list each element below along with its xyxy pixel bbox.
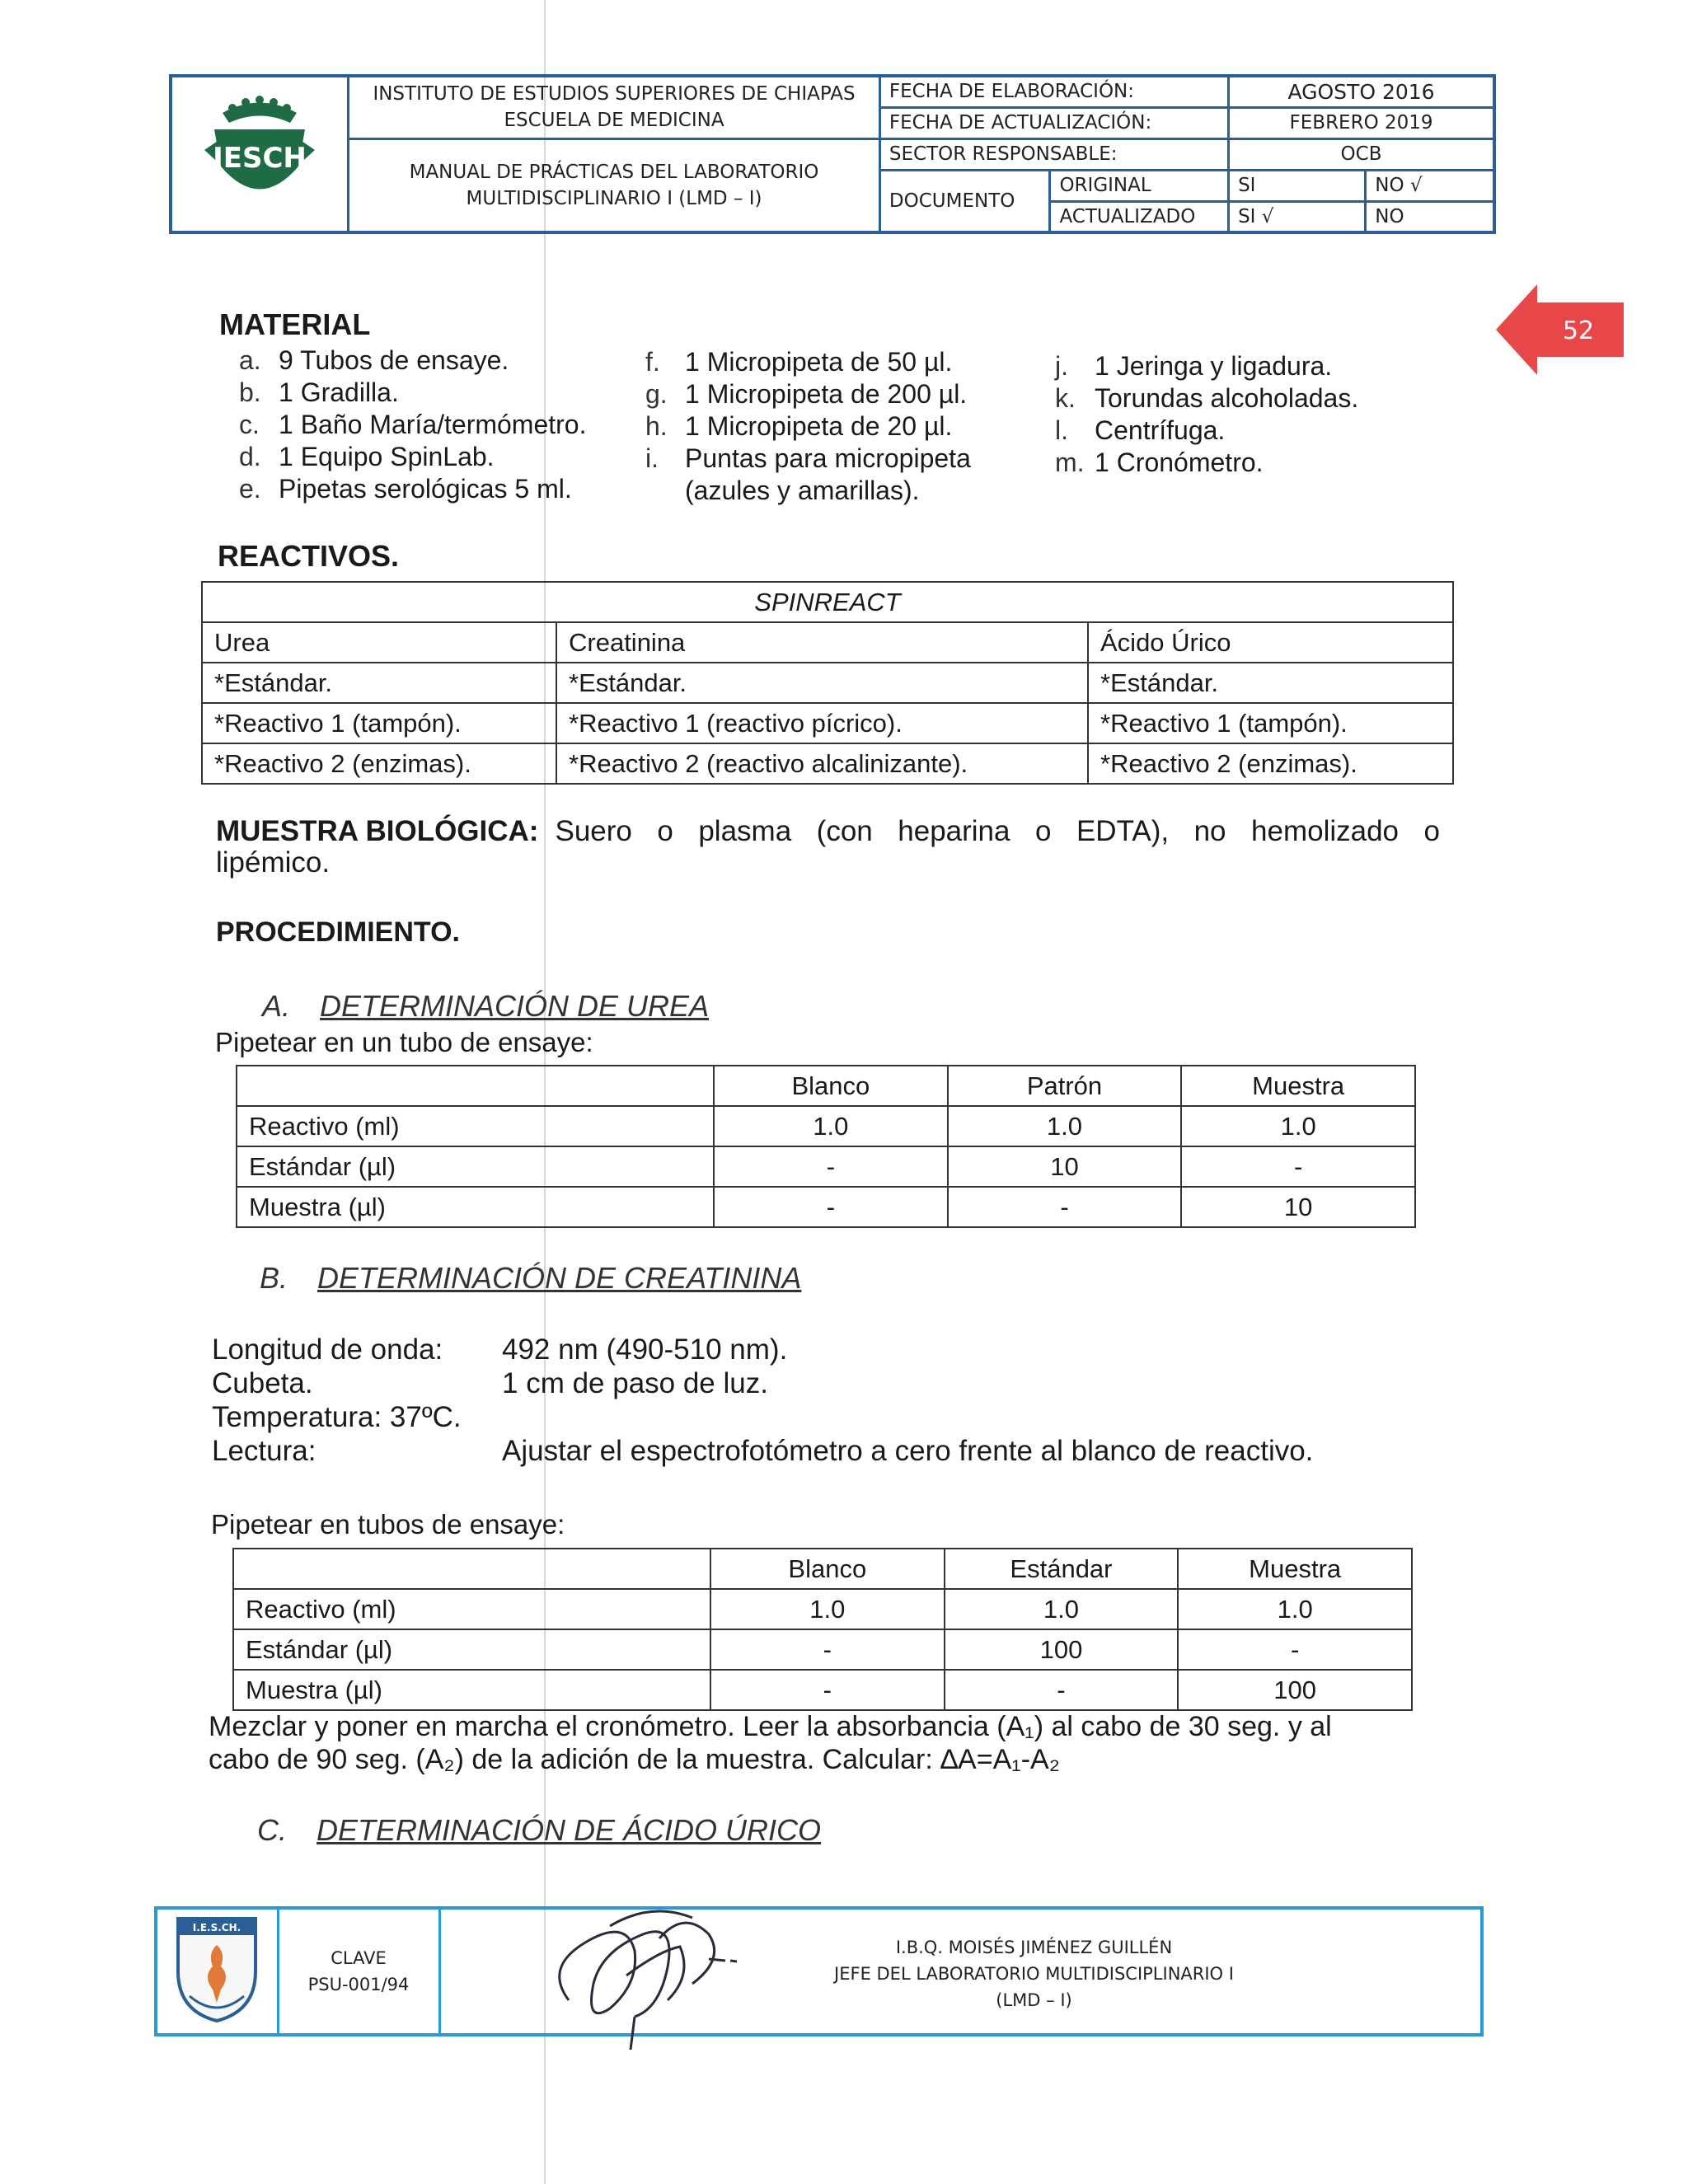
material-item bbox=[239, 377, 586, 409]
material-item-text: 1 Cronómetro. bbox=[1095, 448, 1264, 477]
creatinina-header-cell: Estándar bbox=[945, 1549, 1179, 1589]
creatinina-row bbox=[233, 1670, 1412, 1710]
muestra-label: MUESTRA BIOLÓGICA: bbox=[216, 815, 539, 847]
creatinina-header-row bbox=[233, 1549, 1412, 1589]
material-item-marker: l. bbox=[1055, 415, 1068, 445]
material-item bbox=[1055, 382, 1358, 415]
procedimiento-heading: PROCEDIMIENTO. bbox=[216, 916, 460, 948]
reactivos-cell: *Estándar. bbox=[202, 663, 556, 703]
material-item-text: 1 Gradilla. bbox=[279, 377, 399, 407]
urea-cell: 1.0 bbox=[714, 1106, 948, 1146]
material-list-1 bbox=[239, 344, 586, 505]
creatinina-header-cell bbox=[233, 1549, 710, 1589]
creatinina-cell: 1.0 bbox=[1178, 1589, 1412, 1629]
material-item-text: Puntas para micropipeta bbox=[685, 443, 971, 473]
clave-label: CLAVE bbox=[331, 1948, 387, 1968]
urea-header-cell: Muestra bbox=[1181, 1066, 1415, 1106]
page-number: 52 bbox=[1562, 316, 1595, 345]
actualizado-label: ACTUALIZADO bbox=[1050, 201, 1229, 232]
urea-cell: 1.0 bbox=[948, 1106, 1182, 1146]
param-key: Lectura: bbox=[212, 1435, 316, 1467]
original-no: NO √ bbox=[1366, 170, 1494, 201]
urea-letter: A. bbox=[262, 989, 291, 1023]
document-header bbox=[169, 74, 1496, 234]
seal-cell bbox=[156, 1908, 278, 2035]
urea-row bbox=[237, 1106, 1415, 1146]
signer-lab: (LMD – I) bbox=[996, 1990, 1072, 2010]
creatinina-cell: 1.0 bbox=[945, 1589, 1179, 1629]
reactivos-cell: *Reactivo 1 (tampón). bbox=[1088, 703, 1453, 743]
creatinina-letter: B. bbox=[260, 1261, 288, 1295]
material-item-text: 1 Jeringa y ligadura. bbox=[1095, 351, 1333, 381]
material-item bbox=[239, 441, 586, 473]
material-item-marker: k. bbox=[1055, 383, 1076, 413]
material-item-text: 1 Baño María/termómetro. bbox=[279, 410, 587, 439]
logo-cell bbox=[171, 76, 349, 232]
material-item bbox=[645, 475, 971, 507]
manual-cell bbox=[349, 138, 880, 232]
urea-cell: 10 bbox=[1181, 1187, 1415, 1227]
reactivos-cell: Creatinina bbox=[556, 622, 1088, 663]
urea-title: DETERMINACIÓN DE UREA bbox=[320, 989, 710, 1023]
signature-cell bbox=[439, 1908, 1482, 2035]
reactivos-table bbox=[201, 581, 1454, 785]
muestra-text: Suero o plasma (con heparina o EDTA), no hemolizado o bbox=[555, 815, 1440, 847]
param-row bbox=[212, 1366, 1313, 1400]
manual-title: MANUAL DE PRÁCTICAS DEL LABORATORIO bbox=[409, 161, 819, 183]
param-key: Temperatura: 37ºC. bbox=[212, 1401, 462, 1433]
urea-header-cell bbox=[237, 1066, 714, 1106]
creatinina-row bbox=[233, 1589, 1412, 1629]
param-row bbox=[212, 1434, 1313, 1468]
material-item-marker: f. bbox=[645, 347, 660, 377]
material-item-marker: a. bbox=[239, 345, 261, 375]
material-list-3 bbox=[1055, 350, 1358, 479]
documento-label: DOCUMENTO bbox=[879, 170, 1050, 232]
material-item bbox=[239, 473, 586, 505]
reactivos-row bbox=[202, 703, 1453, 743]
actualizado-si: SI √ bbox=[1229, 201, 1366, 232]
urea-header-row bbox=[237, 1066, 1415, 1106]
seal-text: I.E.S.CH. bbox=[193, 1922, 241, 1933]
creatinina-note-line2: cabo de 90 seg. (A₂) de la adición de la muestra. Calcular: ∆A=A₁-A₂ bbox=[209, 1744, 1060, 1775]
material-list-2 bbox=[645, 346, 971, 507]
fecha-act-value: FEBRERO 2019 bbox=[1229, 107, 1494, 138]
manual-subtitle: MULTIDISCIPLINARIO I (LMD – I) bbox=[466, 187, 762, 209]
svg-text:IESCH: IESCH bbox=[213, 141, 307, 175]
material-item bbox=[1055, 447, 1358, 479]
creatinina-cell: Estándar (µl) bbox=[233, 1629, 710, 1670]
param-key: Cubeta. bbox=[212, 1367, 313, 1399]
reactivos-heading: REACTIVOS. bbox=[218, 539, 400, 573]
creatinina-cell: - bbox=[945, 1670, 1179, 1710]
material-item-text: (azules y amarillas). bbox=[685, 476, 920, 505]
clave-cell bbox=[278, 1908, 439, 2035]
urea-header-cell: Patrón bbox=[948, 1066, 1182, 1106]
school-name: ESCUELA DE MEDICINA bbox=[504, 110, 724, 132]
clave-value: PSU-001/94 bbox=[307, 1975, 410, 1994]
material-item bbox=[645, 410, 971, 443]
fecha-act-label: FECHA DE ACTUALIZACIÓN: bbox=[879, 107, 1228, 138]
urea-cell: 10 bbox=[948, 1146, 1182, 1187]
creatinina-cell: - bbox=[710, 1629, 945, 1670]
material-heading: MATERIAL bbox=[219, 307, 371, 341]
handwritten-signature bbox=[536, 1901, 750, 2058]
creatinina-header-cell: Blanco bbox=[710, 1549, 945, 1589]
material-item-text: 9 Tubos de ensaye. bbox=[279, 345, 509, 375]
material-item bbox=[645, 443, 971, 475]
material-item bbox=[1055, 350, 1358, 382]
material-item bbox=[239, 344, 586, 377]
institution-name: INSTITUTO DE ESTUDIOS SUPERIORES DE CHIAPAS bbox=[373, 83, 856, 105]
creatinina-cell: - bbox=[1178, 1629, 1412, 1670]
acido-letter: C. bbox=[257, 1813, 287, 1847]
urea-instruction: Pipetear en un tubo de ensaye: bbox=[215, 1027, 593, 1057]
urea-cell: 1.0 bbox=[1181, 1106, 1415, 1146]
creatinina-cell: 1.0 bbox=[710, 1589, 945, 1629]
iesch-logo bbox=[198, 88, 321, 216]
university-seal bbox=[171, 1914, 262, 2025]
material-item bbox=[239, 409, 586, 441]
muestra-paragraph bbox=[216, 816, 1440, 879]
material-item-marker: j. bbox=[1055, 351, 1068, 381]
param-key: Longitud de onda: bbox=[212, 1333, 443, 1366]
material-item-text: 1 Equipo SpinLab. bbox=[279, 442, 495, 471]
original-si: SI bbox=[1229, 170, 1366, 201]
reactivos-cell: *Estándar. bbox=[1088, 663, 1453, 703]
reactivos-row bbox=[202, 622, 1453, 663]
creatinina-note-line1: Mezclar y poner en marcha el cronómetro. Leer la absorbancia (A₁) al cabo de 30 seg. y al bbox=[209, 1711, 1332, 1742]
param-value: Ajustar el espectrofotómetro a cero frente al blanco de reactivo. bbox=[502, 1435, 1314, 1467]
material-item-text: Torundas alcoholadas. bbox=[1095, 383, 1359, 413]
material-item-text: 1 Micropipeta de 200 µl. bbox=[685, 379, 968, 409]
institution-cell bbox=[349, 76, 880, 138]
material-item-text: 1 Micropipeta de 50 µl. bbox=[685, 347, 953, 377]
creatinina-cell: - bbox=[710, 1670, 945, 1710]
reactivos-cell: *Reactivo 2 (enzimas). bbox=[1088, 743, 1453, 784]
reactivos-row bbox=[202, 663, 1453, 703]
material-item-marker: g. bbox=[645, 379, 668, 409]
material-item-marker: d. bbox=[239, 442, 261, 471]
creatinina-params bbox=[212, 1333, 1313, 1468]
material-item-marker: b. bbox=[239, 377, 261, 407]
material-item-marker: e. bbox=[239, 474, 261, 504]
fecha-elab-label: FECHA DE ELABORACIÓN: bbox=[879, 76, 1228, 107]
creatinina-cell: 100 bbox=[1178, 1670, 1412, 1710]
reactivos-cell: Urea bbox=[202, 622, 556, 663]
material-item-text: 1 Micropipeta de 20 µl. bbox=[685, 411, 953, 441]
material-item-marker bbox=[645, 475, 685, 507]
urea-row bbox=[237, 1187, 1415, 1227]
creatinina-cell: 100 bbox=[945, 1629, 1179, 1670]
creatinina-note bbox=[209, 1710, 1332, 1776]
urea-row bbox=[237, 1146, 1415, 1187]
param-row bbox=[212, 1333, 1313, 1366]
reactivos-cell: *Reactivo 2 (reactivo alcalinizante). bbox=[556, 743, 1088, 784]
urea-cell: Reactivo (ml) bbox=[237, 1106, 714, 1146]
urea-cell: Estándar (µl) bbox=[237, 1146, 714, 1187]
urea-table bbox=[236, 1065, 1416, 1228]
urea-cell: - bbox=[948, 1187, 1182, 1227]
reactivos-row bbox=[202, 743, 1453, 784]
sector-label: SECTOR RESPONSABLE: bbox=[879, 138, 1228, 170]
original-label: ORIGINAL bbox=[1050, 170, 1229, 201]
material-item bbox=[645, 378, 971, 410]
param-value: 1 cm de paso de luz. bbox=[502, 1367, 768, 1399]
creatinina-table bbox=[232, 1548, 1413, 1711]
param-row bbox=[212, 1400, 1313, 1434]
acido-heading bbox=[257, 1813, 821, 1848]
material-item-text: Pipetas serológicas 5 ml. bbox=[279, 474, 572, 504]
acido-title: DETERMINACIÓN DE ÁCIDO ÚRICO bbox=[316, 1813, 822, 1847]
signer-role: JEFE DEL LABORATORIO MULTIDISCIPLINARIO I bbox=[834, 1964, 1234, 1984]
creatinina-cell: Reactivo (ml) bbox=[233, 1589, 710, 1629]
reactivos-cell: *Reactivo 1 (tampón). bbox=[202, 703, 556, 743]
creatinina-title: DETERMINACIÓN DE CREATININA bbox=[317, 1261, 802, 1295]
creatinina-header-cell: Muestra bbox=[1178, 1549, 1412, 1589]
fecha-elab-value: AGOSTO 2016 bbox=[1229, 76, 1494, 107]
sector-value: OCB bbox=[1229, 138, 1494, 170]
urea-heading bbox=[262, 989, 709, 1024]
document-footer bbox=[154, 1906, 1484, 2036]
creatinina-cell: Muestra (µl) bbox=[233, 1670, 710, 1710]
reactivos-cell: *Reactivo 1 (reactivo pícrico). bbox=[556, 703, 1088, 743]
urea-cell: - bbox=[714, 1187, 948, 1227]
urea-cell: - bbox=[1181, 1146, 1415, 1187]
material-item-marker: h. bbox=[645, 411, 668, 441]
signer-block bbox=[787, 1934, 1282, 2013]
material-item bbox=[1055, 415, 1358, 447]
actualizado-no: NO bbox=[1366, 201, 1494, 232]
page-number-arrow bbox=[1496, 284, 1624, 375]
reactivos-cell: *Reactivo 2 (enzimas). bbox=[202, 743, 556, 784]
urea-cell: - bbox=[714, 1146, 948, 1187]
reactivos-cell: Ácido Úrico bbox=[1088, 622, 1453, 663]
material-item-marker: m. bbox=[1055, 448, 1085, 477]
creatinina-row bbox=[233, 1629, 1412, 1670]
reactivos-brand: SPINREACT bbox=[202, 582, 1453, 622]
material-item-text: Centrífuga. bbox=[1095, 415, 1226, 445]
reactivos-cell: *Estándar. bbox=[556, 663, 1088, 703]
material-item-marker: i. bbox=[645, 443, 659, 473]
param-value: 492 nm (490-510 nm). bbox=[502, 1333, 788, 1366]
signer-name: I.B.Q. MOISÉS JIMÉNEZ GUILLÉN bbox=[895, 1938, 1173, 1957]
urea-cell: Muestra (µl) bbox=[237, 1187, 714, 1227]
creatinina-instruction: Pipetear en tubos de ensaye: bbox=[211, 1509, 565, 1540]
material-item-marker: c. bbox=[239, 410, 260, 439]
creatinina-heading bbox=[260, 1261, 801, 1296]
urea-header-cell: Blanco bbox=[714, 1066, 948, 1106]
material-item bbox=[645, 346, 971, 378]
muestra-text-cont: lipémico. bbox=[216, 846, 331, 879]
